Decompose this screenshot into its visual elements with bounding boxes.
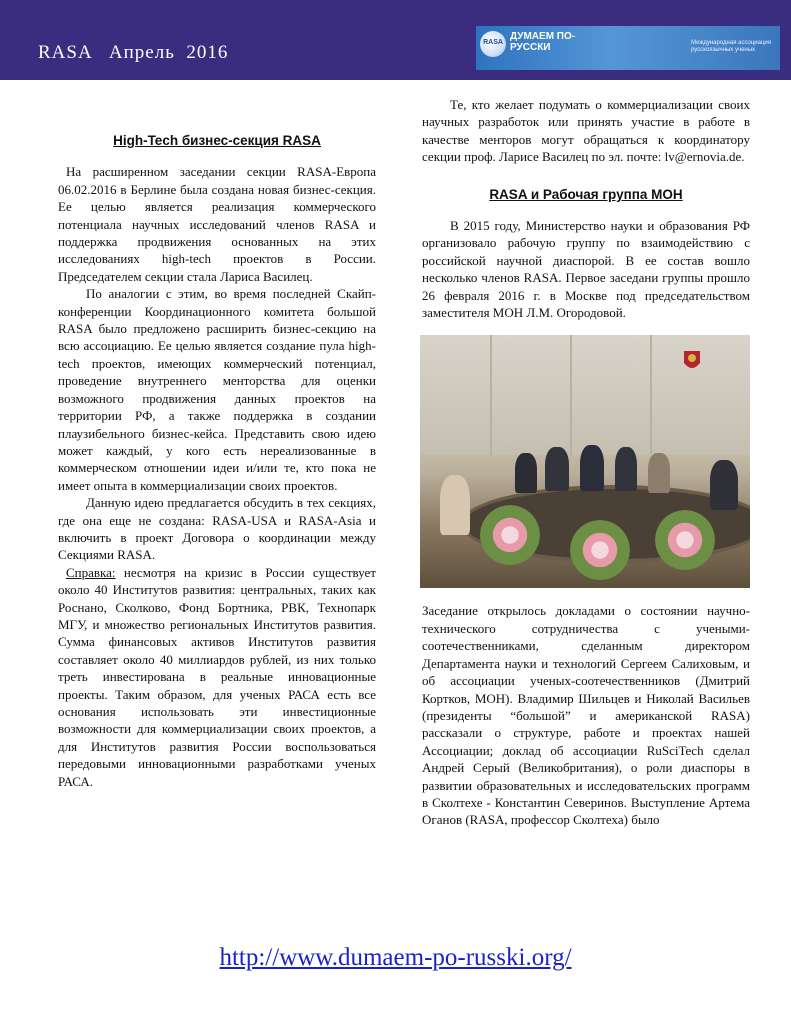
flowers <box>655 510 715 570</box>
paragraph: Заседание открылось докладами о состоянии научно-технического сотрудничества с учеными-соотечественниками, сделанным директором Департамента науки и технологий Сергеем Салиховым, и об ассоциации ученых-соотечественников (Дмитрий Кортков, МОН). Владимир Шильцев и Николай Васильев (президенты “большой” и американской RASA) рассказали о структуре, работе и проектах нашей Ассоциации; доклад об ассоциации RuSciTech сделал Андрей Серый (Великобритания), о роли диаспоры в развитии образовательных и исследовательских программ в Сколтехе - Константин Северинов. Выступление Артема Оганов (RASA, профессор Сколтеха) было <box>422 603 750 828</box>
paragraph: На расширенном заседании секции RASA-Европа 06.02.2016 в Берлине была создана новая бизнес-секция. Ее целью является реализация коммерческого потенциала научных исследований членов RASA и поддержка продвижения основанных на этих исследованиях high-tech проектов в России. Председателем секции стала Лариса Василец. <box>58 164 376 284</box>
banner-tagline: Международная ассоциация русскоязычных ученых <box>691 40 772 53</box>
emblem-icon <box>682 349 702 373</box>
person <box>545 447 569 491</box>
section-heading-hightech: High-Tech бизнес-секция RASA <box>113 133 321 148</box>
paragraph-reference <box>58 564 376 790</box>
wall-panel <box>490 335 492 455</box>
paragraph: В 2015 году, Министерство науки и образования РФ организовало рабочую группу по взаимодействию с российской научной диаспорой. В ее состав вошло несколько членов RASA. Первое заседани группы прошло 26 февраля 2016 г. в Москве под председательством заместителя МОН Л.М. Огородовой. <box>422 218 750 321</box>
person <box>710 460 738 510</box>
logo-text: RASA <box>483 39 503 46</box>
right-column <box>422 96 750 829</box>
header-bar <box>0 0 791 80</box>
paragraph: Те, кто желает подумать о коммерциализации своих научных разработок или принять участие в работе в качестве менторов могут обращаться к координатору секции проф. Ларисе Василец по эл. почте: lv@ernovia.de. <box>422 97 750 165</box>
reference-label: Справка: <box>66 564 116 580</box>
site-banner[interactable] <box>476 26 780 70</box>
left-column <box>58 132 376 790</box>
paragraph: По аналогии с этим, во время последней Скайп-конференции Координационного комитета большой RASA было предложено расширить бизнес-секцию на всю ассоциацию. Ее целью является создание пула high-tech проектов, имеющих коммерческий потенциал, проведение внутреннего менторства для оценки возможного продвижения данных проектов на территории РФ, а также поддержка в создании плаузибельного бизнес-кейса. Представить свою идею может каждый, у кого есть нереализованные в коммерческом отношении идеи и/или те, кто пока не имеет опыта в коммерциализации своих проектов. <box>58 286 376 493</box>
website-link[interactable]: http://www.dumaem-po-russki.org/ <box>219 944 572 971</box>
paragraph: Данную идею предлагается обсудить в тех секциях, где она еще не создана: RASA-USA и RASA-Asia и включить в проект Договора о координации между Секциями RASA. <box>58 495 376 563</box>
wall-panel <box>650 335 652 455</box>
person <box>580 445 604 491</box>
person <box>440 475 470 535</box>
section-heading-mon: RASA и Рабочая группа МОН <box>489 186 683 202</box>
person <box>615 447 637 491</box>
person <box>648 453 670 493</box>
wall-panel <box>570 335 572 455</box>
banner-name: ДУМАЕМ ПО-РУССКИ <box>510 31 576 53</box>
person <box>515 453 537 493</box>
newsletter-title: RASA Апрель 2016 <box>38 42 229 63</box>
flowers <box>570 520 630 580</box>
rasa-logo-icon <box>480 31 506 57</box>
reference-text: несмотря на кризис в России существует около 40 Институтов развития: центральных, таких как Роснано, Сколково, Фонд Бортника, РВК, Технопарк МГУ, и множество региональных Институтов развития. Сумма финансовых активов Институтов развития составляет около 40 миллиардов рублей, из них только треть инвестирована в реальные инновационные проекты. Таким образом, для ученых РАСА есть все основания использовать эти инвестиционные возможности для коммерциализации своих проектов, а для Институтов развития России воспользоваться передовыми инновационными разработками ученых РАСА. <box>58 564 376 789</box>
meeting-photo <box>420 335 750 588</box>
